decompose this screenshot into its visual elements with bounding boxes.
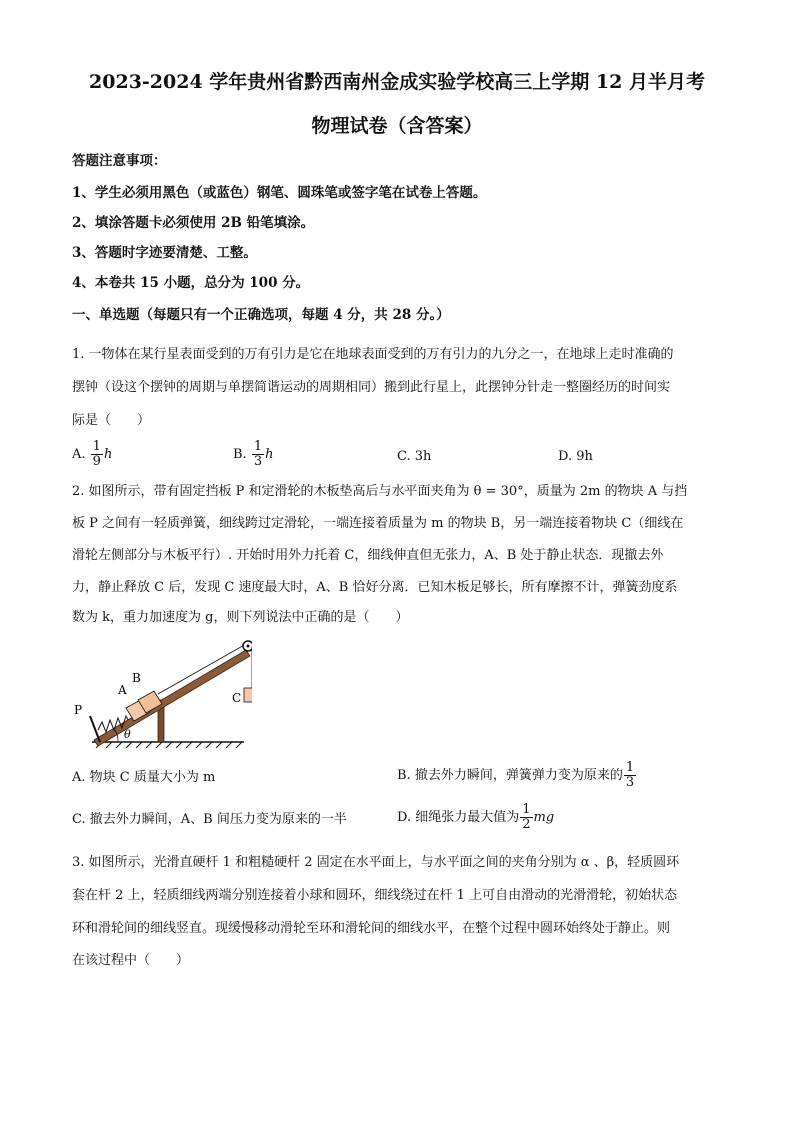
incline-board — [94, 650, 250, 746]
q2-line: 2. 如图所示，带有固定挡板 P 和定滑轮的木板垫高后与水平面夹角为 θ = 30°，质量为 2m 的物块 A 与挡 — [72, 484, 688, 499]
q1-option-b: B. $\frac{1}{3}$ h — [233, 439, 274, 469]
q3-line: 环和滑轮间的细线竖直。现缓慢移动滑轮至环和滑轮间的细线水平，在整个过程中圆环始终处于静止。则 — [72, 921, 671, 936]
string-incline — [158, 644, 246, 694]
label-a: A — [118, 683, 127, 697]
q1-line: 际是（ ） — [72, 413, 151, 428]
q3-line: 套在杆 2 上，轻质细线两端分别连接着小球和圆环，细线绕过在杆 1 上可自由滑动的光滑滑轮，初始状态 — [72, 888, 678, 903]
q2-option-d: D. 细绳张力最大值为 $\frac{1}{2}$ mg — [397, 802, 555, 832]
block-c — [244, 688, 252, 702]
q2-option-b: B. 撤去外力瞬间，弹簧弹力变为原来的 $\frac{1}{3}$ — [397, 760, 635, 790]
q1-option-d: D. 9h — [558, 449, 593, 464]
incline-pulley-figure — [72, 636, 252, 748]
notice-item: 4、本卷共 15 小题，总分为 100 分。 — [72, 275, 310, 291]
notice-item: 2、填涂答题卡必须使用 2B 铅笔填涂。 — [72, 215, 315, 231]
section-heading: 一、单选题（每题只有一个正确选项，每题 4 分，共 28 分。） — [72, 307, 450, 323]
label-b: B — [132, 671, 141, 685]
label-c: C — [232, 691, 242, 705]
q2-option-a: A. 物块 C 质量大小为 m — [72, 770, 216, 785]
q2-line: 数为 k，重力加速度为 g，则下列说法中正确的是（ ） — [72, 610, 409, 625]
notice-item: 1、学生必须用黑色（或蓝色）钢笔、圆珠笔或签字笔在试卷上答题。 — [72, 185, 487, 201]
q1-line: 1. 一物体在某行星表面受到的万有引力是它在地球表面受到的万有引力的九分之一，在地球上走时准确的 — [72, 347, 674, 362]
q2-option-c: C. 撤去外力瞬间，A、B 间压力变为原来的一半 — [72, 812, 347, 827]
page-title: 2023-2024 学年贵州省黔西南州金成实验学校高三上学期 12 月半月考 — [89, 71, 705, 93]
q2-line: 板 P 之间有一轻质弹簧，细线跨过定滑轮，一端连接着质量为 m 的物块 B，另一端连接着物块 C（细线在 — [72, 516, 684, 531]
page-subtitle: 物理试卷（含答案） — [311, 115, 483, 137]
q3-line: 在该过程中（ ） — [72, 953, 190, 968]
label-theta: θ — [124, 728, 131, 741]
q1-option-c: C. 3h — [397, 449, 432, 464]
notice-item: 3、答题时字迹要清楚、工整。 — [72, 245, 257, 261]
q1-line: 摆钟（设这个摆钟的周期与单摆简谐运动的周期相同）搬到此行星上，此摆钟分针走一整圈经历的时间实 — [72, 380, 671, 395]
label-p: P — [74, 703, 83, 717]
q2-line: 滑轮左侧部分与木板平行）. 开始时用外力托着 C，细线伸直但无张力，A、B 处于静止状态．现撤去外 — [72, 548, 664, 563]
q3-line: 3. 如图所示，光滑直硬杆 1 和粗糙硬杆 2 固定在水平面上，与水平面之间的夹角分别为 α 、β，轻质圆环 — [72, 855, 680, 870]
q1-option-a: A. $\frac{1}{9}$ h — [72, 439, 113, 469]
q2-line: 力，静止释放 C 后，发现 C 速度最大时，A、B 恰好分离．已知木板足够长，所有摩擦不计，弹簧劲度系 — [72, 580, 678, 595]
notice-heading: 答题注意事项： — [72, 153, 167, 169]
